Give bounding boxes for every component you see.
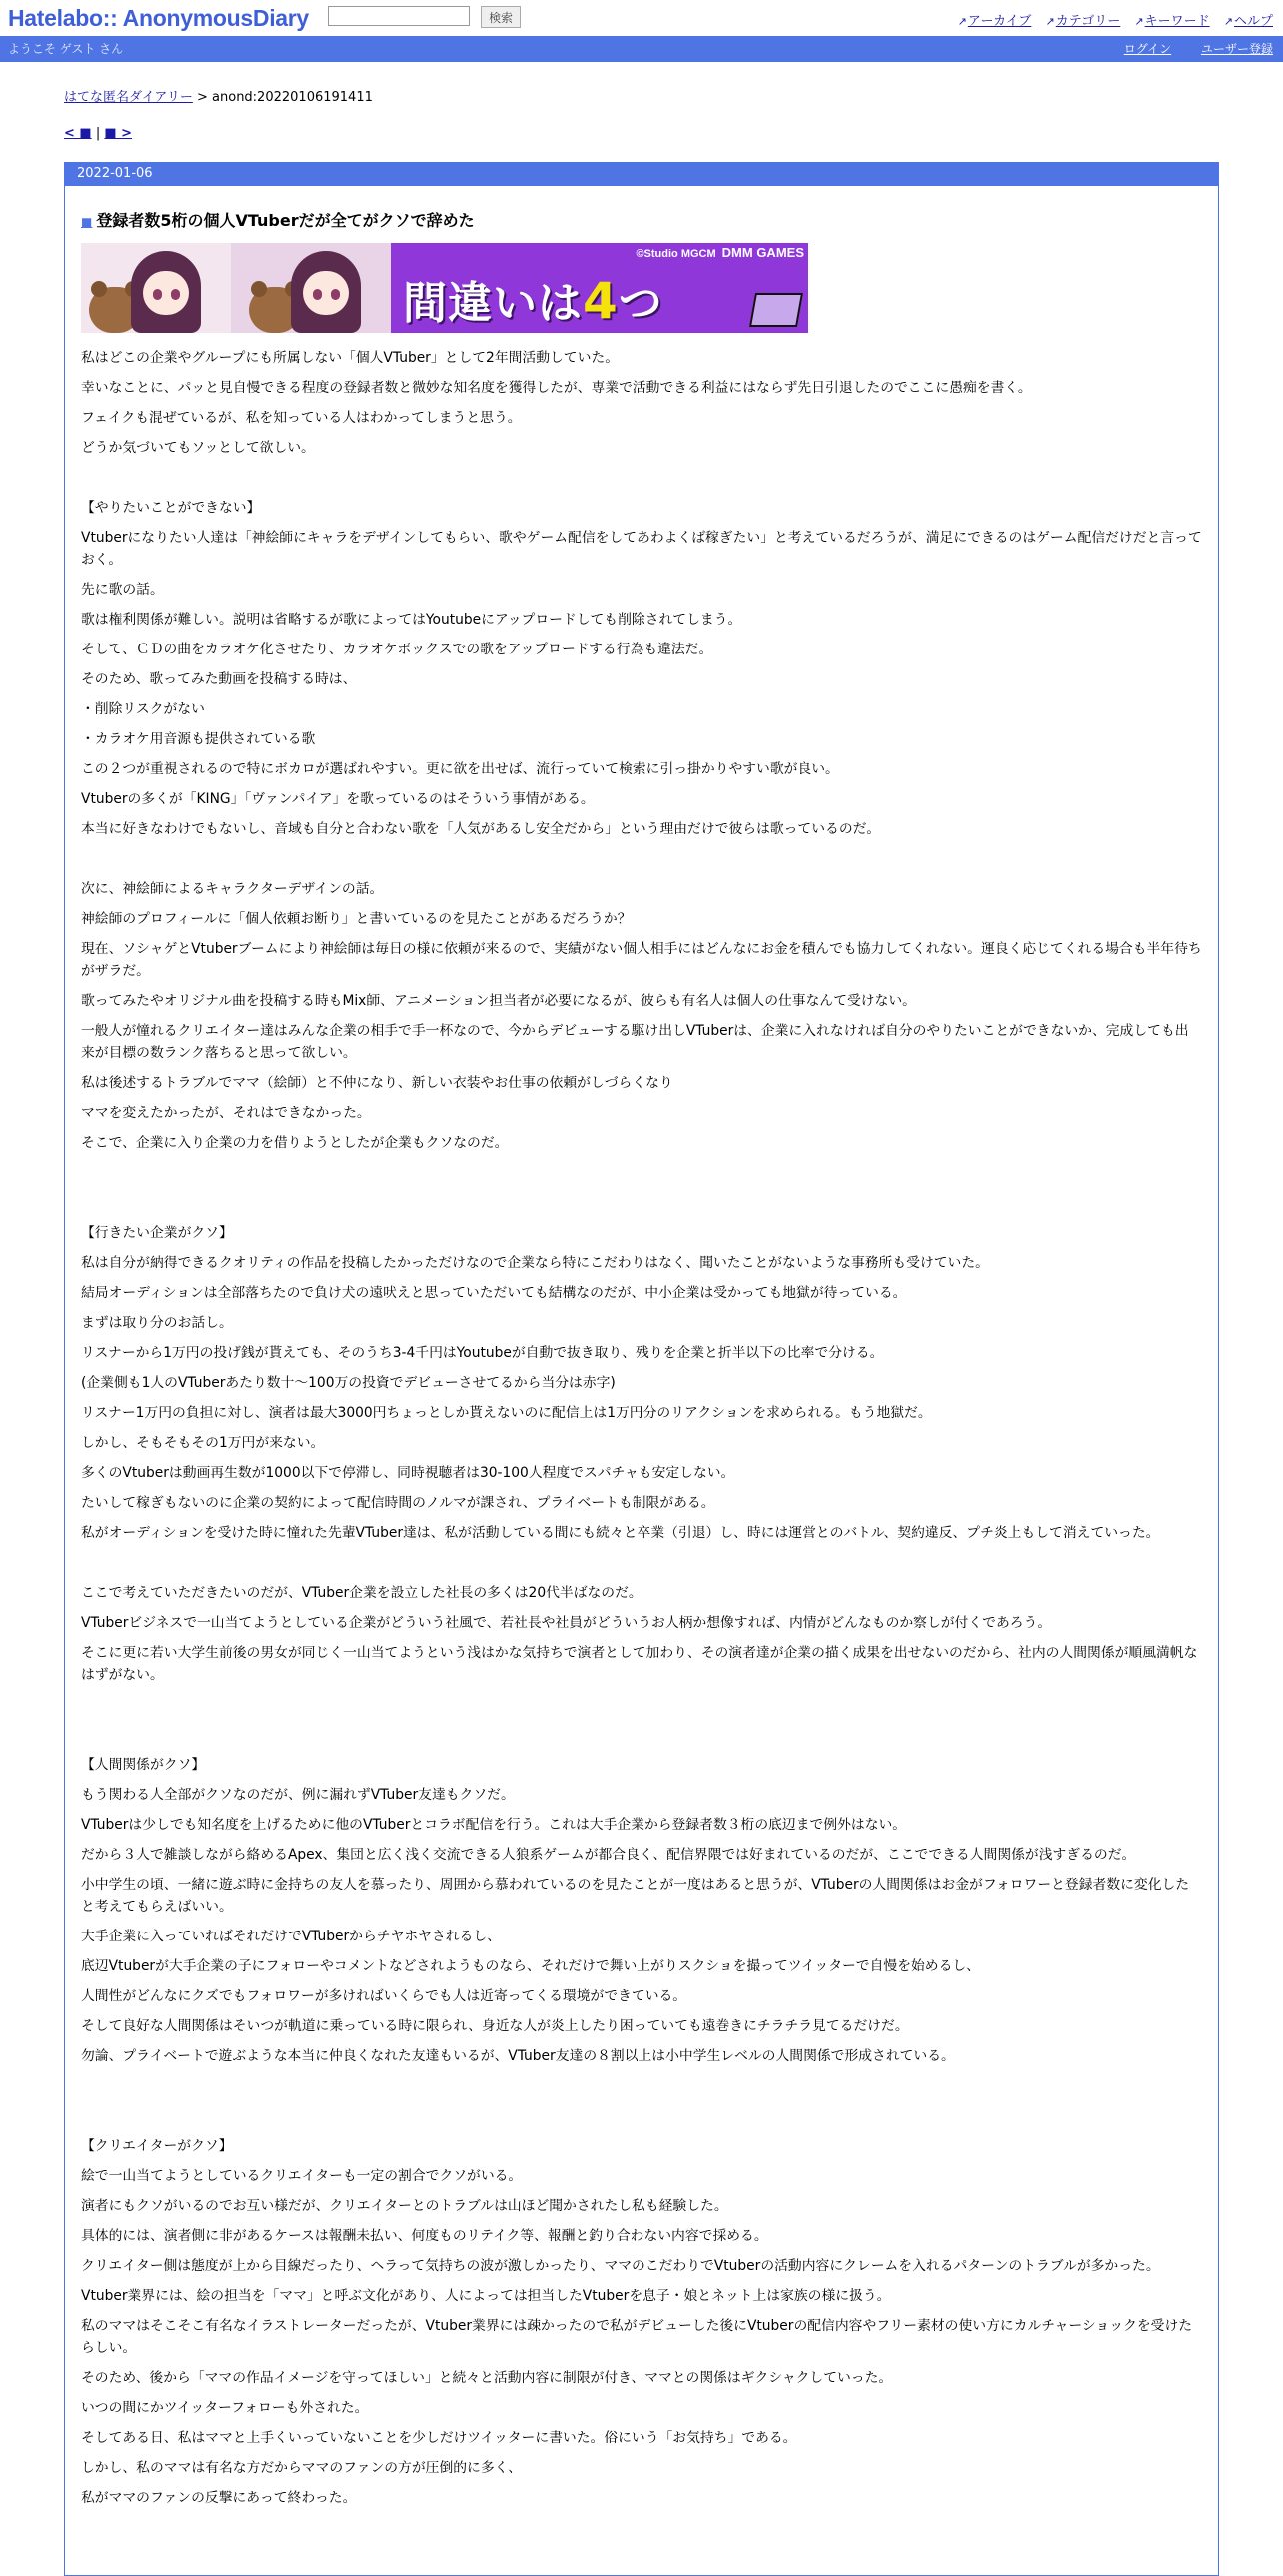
entry-permalink-icon[interactable]: ■ <box>81 215 93 229</box>
body-line: そして、ＣＤの曲をカラオケ化させたり、カラオケボックスでの歌をアップロードする行為も違法だ。 <box>81 642 713 657</box>
user-links <box>1098 36 1273 62</box>
nav-archive-link[interactable]: ↗ アーカイブ <box>958 14 1032 29</box>
blank-line <box>81 1724 1202 1746</box>
breadcrumb-current: anond:20220106191411 <box>212 90 373 105</box>
nav-help-link[interactable]: ↗ ヘルプ <box>1224 14 1273 29</box>
banner-headline <box>403 273 663 332</box>
body-line: 本当に好きなわけでもないし、音域も自分と合わない歌を「人気があるし安全だから」という理由だけで彼らは歌っているのだ。 <box>81 821 881 837</box>
top-nav <box>948 10 1273 29</box>
next-entry-link[interactable]: ■ > <box>104 126 133 141</box>
banner-character-illustration <box>241 247 381 333</box>
body-line: 私は後述するトラブルでママ（絵師）と不仲になり、新しい衣装やお仕事の依頼がしづらくなり <box>81 1075 673 1091</box>
body-line: リスナーから1万円の投げ銭が貰えても、そのうち3-4千円はYoutubeが自動で抜き取り、残りを企業と折半以下の比率で分ける。 <box>81 1345 884 1361</box>
body-line: 演者にもクソがいるのでお互い様だが、クリエイターとのトラブルは山ほど聞かされたし私も経験した。 <box>81 2198 728 2214</box>
body-line: しかし、そもそもその1万円が来ない。 <box>81 1435 325 1451</box>
blank-line <box>81 848 1202 870</box>
body-line: 具体的には、演者側に非があるケースは報酬未払い、何度ものリテイク等、報酬と釣り合わない内容で採める。 <box>81 2228 768 2244</box>
entry-body <box>81 347 1202 2509</box>
breadcrumb-separator: > <box>196 90 208 105</box>
body-line: 絵で一山当てようとしているクリエイターも一定の割合でクソがいる。 <box>81 2168 523 2184</box>
body-line: 私がオーディションを受けた時に憧れた先輩VTuber達は、私が活動している間にも続々と卒業（引退）し、時には運営とのバトル、契約違反、プチ炎上もして消えていった。 <box>81 1525 1160 1541</box>
entry <box>65 208 1218 2509</box>
body-line: そこで、企業に入り企業の力を借りようとしたが企業もクソなのだ。 <box>81 1135 509 1151</box>
body-line: たいして稼ぎもないのに企業の契約によって配信時間のノルマが課され、プライベートも制限がある。 <box>81 1495 715 1511</box>
body-line: VTuberビジネスで一山当てようとしている企業がどういう社風で、若社長や社員がどういうお人柄か想像すれば、内情がどんなものか察しが付くであろう。 <box>81 1615 1052 1631</box>
body-line: 私は自分が納得できるクオリティの作品を投稿したかっただけなので企業なら特にこだわりはなく、聞いたことがないような事務所も受けていた。 <box>81 1255 989 1271</box>
welcome-text: ようこそ ゲスト さん <box>8 42 124 56</box>
body-line: 【人間関係がクソ】 <box>81 1757 206 1773</box>
body-line: 小中学生の頃、一緒に遊ぶ時に金持ちの友人を慕ったり、周囲から慕われているのを見たことが一度はあると思うが、VTuberの人間関係はお金がフォロワーと登録者数に変化したと考えてもらえばいい。 <box>81 1877 1190 1915</box>
body-line: そこに更に若い大学生前後の男女が同じく一山当てようという浅はかな気持ちで演者として加わり、その演者達が企業の描く成果を出せないのだから、社内の人間関係が順風満帆なはずがない。 <box>81 1645 1198 1683</box>
banner-copyright <box>636 245 804 260</box>
pager <box>64 126 132 141</box>
body-line: 私のママはそこそこ有名なイラストレーターだったが、Vtuber業界には疎かったので私がデビューした後にVtuberの配信内容やフリー素材の使い方にカルチャーショックを受けたらしい。 <box>81 2318 1193 2356</box>
body-line: ・削除リスクがない <box>81 701 205 717</box>
breadcrumb <box>64 86 373 105</box>
ad-banner[interactable] <box>81 243 808 333</box>
blank-line <box>81 1192 1202 1214</box>
banner-game-logo <box>749 293 803 327</box>
body-line: 神絵師のプロフィールに「個人依頼お断り」と書いているのを見たことがあるだろうか？ <box>81 911 632 927</box>
body-line: ここで考えていただきたいのだが、VTuber企業を設立した社長の多くは20代半ばなのだ。 <box>81 1585 642 1601</box>
day-section <box>64 162 1219 2576</box>
blank-line <box>81 2105 1202 2127</box>
body-line: Vtuber業界には、絵の担当を「ママ」と呼ぶ文化があり、人によっては担当したVtuberを息子・娘とネット上は家族の様に扱う。 <box>81 2288 891 2304</box>
nav-keyword-link[interactable]: ↗ キーワード <box>1134 14 1209 29</box>
top-bar <box>0 0 1283 36</box>
blank-line <box>81 1694 1202 1716</box>
body-line: 【やりたいことができない】 <box>81 500 261 516</box>
body-line: VTuberは少しでも知名度を上げるために他のVTuberとコラボ配信を行う。これは大手企業から登録者数３桁の底辺まで例外はない。 <box>81 1817 907 1833</box>
body-line: どうか気づいてもソッとして欲しい。 <box>81 440 315 456</box>
body-line: 先に歌の話。 <box>81 582 164 598</box>
search-button[interactable]: 検索 <box>481 6 521 28</box>
body-line: (企業側も1人のVTuberあたり数十～100万の投資でデビューさせてるから当分は赤字) <box>81 1375 616 1391</box>
body-line: 結局オーディションは全部落ちたので負け犬の遠吠えと思っていただいても結構なのだが、中小企業は受かっても地獄が待っている。 <box>81 1285 907 1301</box>
body-line: いつの間にかツイッターフォローも外された。 <box>81 2400 369 2416</box>
body-line: この２つが重視されるので特にボカロが選ばれやすい。更に欲を出せば、流行っていて検索に引っ掛かりやすい歌が良い。 <box>81 761 839 777</box>
body-line: しかし、私のママは有名な方だからママのファンの方が圧倒的に多く、 <box>81 2460 522 2476</box>
body-line: 【クリエイターがクソ】 <box>81 2138 233 2154</box>
banner-copyright-text: ©Studio MGCM <box>636 248 716 260</box>
body-line: そしてある日、私はママと上手くいっていないことを少しだけツイッターに書いた。俗にいう「お気持ち」である。 <box>81 2430 797 2446</box>
banner-headline-b: つ <box>618 278 663 329</box>
body-line: クリエイター側は態度が上から目線だったり、ヘラって気持ちの波が激しかったり、ママのこだわりでVtuberの活動内容にクレームを入れるパターンのトラブルが多かった。 <box>81 2258 1160 2274</box>
nav-category-link[interactable]: ↗ カテゴリー <box>1046 14 1121 29</box>
body-line: 多くのVtuberは動画再生数が1000以下で停滞し、同時視聴者は30-100人程度でスパチャも安定しない。 <box>81 1465 735 1481</box>
breadcrumb-root-link[interactable]: はてな匿名ダイアリー <box>64 90 193 105</box>
body-line: 歌は権利関係が難しい。説明は省略するが歌によってはYoutubeにアップロードしても削除されてしまう。 <box>81 612 742 628</box>
body-line: 勿論、プライベートで遊ぶような本当に仲良くなれた友達もいるが、VTuber友達の８割以上は小中学生レベルの人間関係で形成されている。 <box>81 2048 955 2064</box>
pager-separator: | <box>95 126 101 141</box>
body-line: そのため、歌ってみた動画を投稿する時は、 <box>81 671 357 687</box>
body-line: ・カラオケ用音源も提供されている歌 <box>81 731 316 747</box>
blank-line <box>81 1552 1202 1574</box>
login-link[interactable]: ログイン <box>1123 42 1172 56</box>
banner-character-illustration <box>81 247 221 333</box>
body-line: 【行きたい企業がクソ】 <box>81 1225 233 1241</box>
site-logo[interactable]: Hatelabo:: AnonymousDiary <box>8 5 309 31</box>
body-line: そして良好な人間関係はそいつが軌道に乗っている時に限られ、身近な人が炎上したり困っていても遠巻きにチラチラ見てるだけだ。 <box>81 2018 909 2034</box>
body-line: ママを変えたかったが、それはできなかった。 <box>81 1105 371 1121</box>
search-input[interactable] <box>328 6 470 26</box>
body-line: Vtuberの多くが「KING」「ヴァンパイア」を歌っているのはそういう事情がある。 <box>81 791 595 807</box>
body-line: もう関わる人全部がクソなのだが、例に漏れずVTuber友達もクソだ。 <box>81 1787 515 1803</box>
register-link[interactable]: ユーザー登録 <box>1200 42 1273 56</box>
blank-line <box>81 1162 1202 1184</box>
body-line: 底辺Vtuberが大手企業の子にフォローやコメントなどされようものなら、それだけで舞い上がりスクショを撮ってツイッターで自慢を始めるし、 <box>81 1958 980 1974</box>
body-line: だから３人で雑談しながら絡めるApex、集団と広く浅く交流できる人狼系ゲームが都合良く、配信界隈では好まれているのだが、ここでできる人間関係が浅すぎるのだ。 <box>81 1847 1136 1863</box>
blank-line <box>81 467 1202 489</box>
body-line: フェイクも混ぜているが、私を知っている人はわかってしまうと思う。 <box>81 410 522 426</box>
user-bar <box>0 36 1283 62</box>
body-line: 大手企業に入っていればそれだけでVTuberからチヤホヤされるし、 <box>81 1929 501 1944</box>
body-line: 私がママのファンの反撃にあって終わった。 <box>81 2490 357 2506</box>
prev-entry-link[interactable]: < ■ <box>64 126 92 141</box>
body-line: リスナー1万円の負担に対し、演者は最大3000円ちょっとしか貰えないのに配信上は1万円分のリアクションを求められる。もう地獄だ。 <box>81 1405 932 1421</box>
body-line: 人間性がどんなにクズでもフォロワーが多ければいくらでも人は近寄ってくる環境ができている。 <box>81 1988 687 2004</box>
entry-title <box>81 208 1202 231</box>
banner-headline-a: 間違いは <box>403 278 583 329</box>
body-line: そのため、後から「ママの作品イメージを守ってほしい」と続々と活動内容に制限が付き、ママとの関係はギクシャクしていった。 <box>81 2370 893 2386</box>
body-line: まずは取り分のお話し。 <box>81 1315 233 1331</box>
entry-title-text: 登録者数5桁の個人VTuberだが全てがクソで辞めた <box>96 211 475 230</box>
banner-brand: DMM GAMES <box>721 245 804 260</box>
body-line: 現在、ソシャゲとVtuberブームにより神絵師は毎日の様に依頼が来るので、実績がない個人相手にはどんなにお金を積んでも協力してくれない。運良く応じてくれる場合も半年待ちがザラだ。 <box>81 941 1202 979</box>
banner-headline-num: 4 <box>583 272 619 330</box>
blank-line <box>81 2075 1202 2097</box>
body-line: 歌ってみたやオリジナル曲を投稿する時もMix師、アニメーション担当者が必要になるが、彼らも有名人は個人の仕事なんて受けない。 <box>81 993 916 1009</box>
entry-date: 2022-01-06 <box>65 162 1218 186</box>
body-line: 私はどこの企業やグループにも所属しない「個人VTuber」として2年間活動していた。 <box>81 350 619 366</box>
body-line: 次に、神絵師によるキャラクターデザインの話。 <box>81 881 384 897</box>
body-line: 幸いなことに、パッと見自慢できる程度の登録者数と微妙な知名度を獲得したが、専業で活動できる利益にはならず先日引退したのでここに愚痴を書く。 <box>81 380 1032 396</box>
body-line: 一般人が憧れるクリエイター達はみんな企業の相手で手一杯なので、今からデビューする駆け出しVTuberは、企業に入れなければ自分のやりたいことができないか、完成しても出来が目標の数ランク落ちると思って欲しい。 <box>81 1023 1189 1061</box>
body-line: Vtuberになりたい人達は「神絵師にキャラをデザインしてもらい、歌やゲーム配信をしてあわよくば稼ぎたい」と考えているだろうが、満足にできるのはゲーム配信だけだと言っておく。 <box>81 530 1202 568</box>
